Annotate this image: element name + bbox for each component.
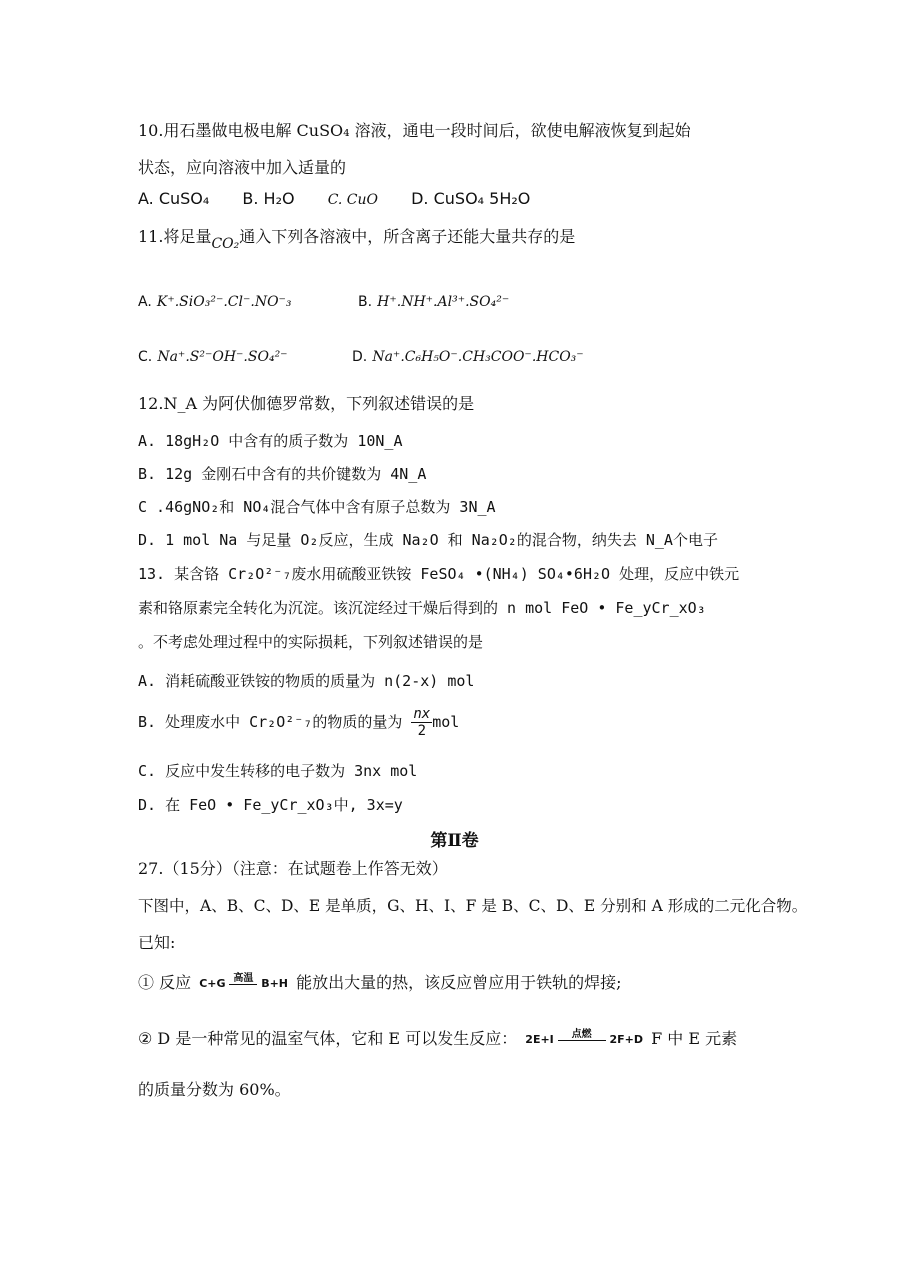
q11-option-c	[138, 345, 288, 368]
q11-stem	[138, 226, 575, 255]
q13-b-denominator: 2	[417, 723, 427, 739]
q12-option-b: B. 12g 金刚石中含有的共价键数为 4N_A	[138, 465, 427, 483]
q13-option-a: A. 消耗硫酸亚铁铵的物质的质量为 n(2-x) mol	[138, 672, 475, 690]
q11-d-formula: Na⁺.C₆H₅O⁻.CH₃COO⁻.HCO₃⁻	[372, 349, 584, 365]
q13-b-fraction	[411, 706, 432, 739]
reaction2-arrow: 点燃	[558, 1030, 606, 1041]
q13-option-c: C. 反应中发生转移的电子数为 3nx mol	[138, 762, 418, 780]
q27-item2-post: F 中 E 元素	[651, 1029, 738, 1048]
reaction-equation-1	[199, 973, 288, 995]
q11-d-label: D.	[352, 349, 368, 365]
q11-stem-pre: 11.将足量	[138, 227, 212, 246]
q13-stem-line2: 素和铬原素完全转化为沉淀。该沉淀经过干燥后得到的 n mol FeO • Fe_yCr_xO₃	[138, 599, 706, 617]
q13-stem-line3: 。不考虑处理过程中的实际损耗，下列叙述错误的是	[138, 633, 484, 651]
q11-c-label: C.	[138, 349, 153, 365]
q11-b-label: B.	[358, 294, 373, 310]
section-title: 第Ⅱ卷	[430, 831, 479, 851]
reaction1-rhs: B+H	[261, 976, 289, 990]
q27-item1-pre: ① 反应	[138, 973, 192, 992]
q27-item1-post: 能放出大量的热，该反应曾应用于铁轨的焊接;	[296, 973, 622, 992]
q13-b-pre: B. 处理废水中 Cr₂O²⁻₇的物质的量为	[138, 713, 403, 731]
q11-stem-post: 通入下列各溶液中，所含离子还能大量共存的是	[239, 227, 576, 246]
q13-option-d: D. 在 FeO • Fe_yCr_xO₃中, 3x=y	[138, 796, 403, 814]
q27-intro: 下图中，A、B、C、D、E 是单质，G、H、I、F 是 B、C、D、E 分别和 A 形成的二元化合物。	[138, 897, 808, 915]
q13-b-post: mol	[432, 713, 460, 731]
q10-options	[138, 188, 558, 211]
q27-item2	[138, 1028, 737, 1051]
q27-item2-pre: ② D 是一种常见的温室气体，它和 E 可以发生反应：	[138, 1029, 518, 1048]
reaction1-arrow: 高温	[229, 974, 257, 985]
q10-option-a: A. CuSO₄	[138, 189, 210, 208]
q10-option-b: B. H₂O	[242, 189, 295, 208]
reaction1-lhs: C+G	[199, 976, 226, 990]
q13-b-numerator: nx	[413, 706, 431, 722]
q10-option-d: D. CuSO₄ 5H₂O	[411, 189, 531, 208]
q12-option-d: D. 1 mol Na 与足量 O₂反应，生成 Na₂O 和 Na₂O₂的混合物，纳失去 N_A个电子	[138, 531, 718, 549]
q11-b-formula: H⁺.NH⁺.Al³⁺.SO₄²⁻	[377, 294, 510, 310]
q12-stem: 12.N_A 为阿伏伽德罗常数，下列叙述错误的是	[138, 394, 475, 413]
q10-option-c: C. CuO	[327, 192, 379, 208]
q11-a-formula: K⁺.SiO₃²⁻.Cl⁻.NO⁻₃	[156, 294, 292, 310]
q10-stem-line2: 状态，应向溶液中加入适量的	[138, 158, 347, 177]
q13-stem-line1: 13. 某含铬 Cr₂O²⁻₇废水用硫酸亚铁铵 FeSO₄ •(NH₄) SO₄•6H₂O 处理，反应中铁元	[138, 565, 740, 583]
q11-c-formula: Na⁺.S²⁻OH⁻.SO₄²⁻	[157, 349, 288, 365]
q27-item3: 的质量分数为 60%。	[138, 1080, 291, 1099]
q11-option-d	[352, 345, 584, 368]
q12-option-c: C .46gNO₂和 NO₄混合气体中含有原子总数为 3N_A	[138, 498, 496, 516]
q27-stem: 27.（15分）（注意：在试题卷上作答无效）	[138, 859, 448, 878]
reaction2-lhs: 2E+I	[525, 1032, 554, 1046]
reaction2-rhs: 2F+D	[609, 1032, 643, 1046]
q10-stem-line1: 10.用石墨做电极电解 CuSO₄ 溶液，通电一段时间后，欲使电解液恢复到起始	[138, 121, 691, 140]
q11-co2: CO₂	[211, 236, 240, 252]
reaction-equation-2	[525, 1029, 643, 1051]
q27-item1	[138, 972, 622, 995]
q12-option-a: A. 18gH₂O 中含有的质子数为 10N_A	[138, 432, 403, 450]
q11-a-label: A.	[138, 294, 152, 310]
q13-option-b	[138, 706, 459, 739]
q11-option-b	[358, 290, 509, 313]
q11-option-a	[138, 290, 292, 313]
q27-known: 已知:	[138, 933, 176, 952]
